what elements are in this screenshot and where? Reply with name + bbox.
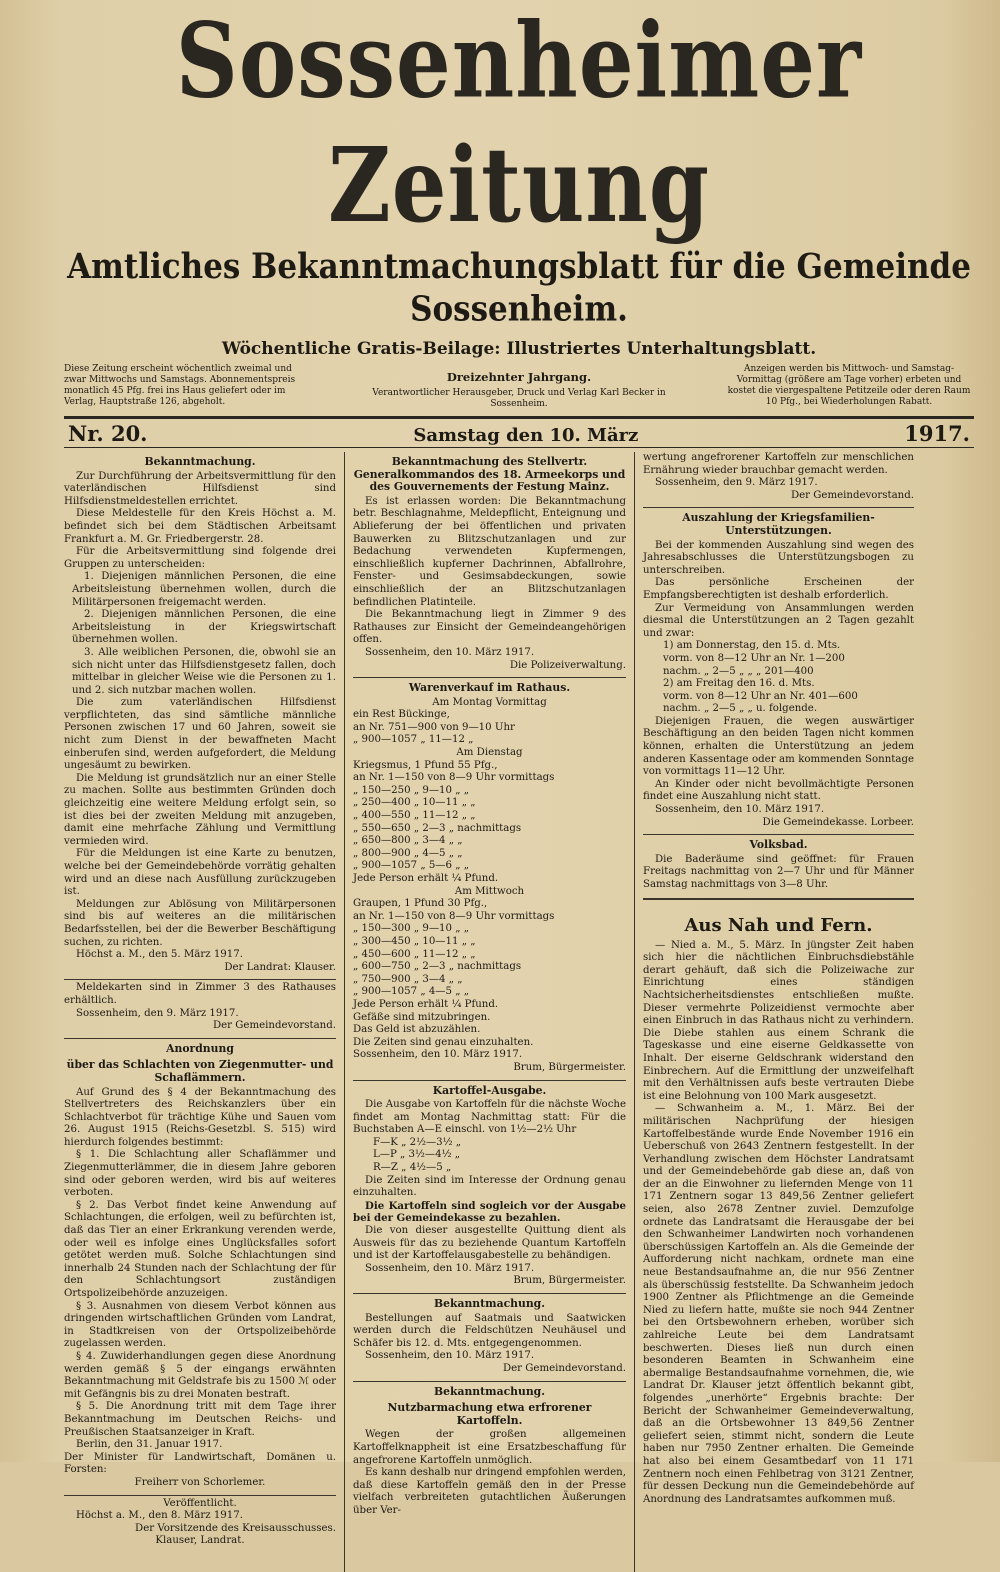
paragraph: Es kann deshalb nur dringend empfohlen werden, daß diese Kartoffeln gemäß den in der Presse vielfach verbreiteten gutachtlichen Äußerungen über Ver- <box>353 1467 626 1516</box>
separator <box>353 1381 626 1382</box>
newspaper-title: Sossenheimer Zeitung <box>175 0 863 247</box>
list-item: „ 650—800 „ 3—4 „ „ <box>353 835 463 847</box>
paragraph: Diejenigen Frauen, die wegen auswärtiger Beschäftigung an den beiden Tagen nicht kommen können, erhalten die Unterstützung an jedem anderen Kassentage oder am kommenden Sonntage von vormittags 11—12 Uhr. <box>643 715 914 778</box>
list-item: an Nr. 1—150 von 8—9 Uhr vormittags <box>353 772 555 784</box>
list-item: „ 600—750 „ 2—3 „ nachmittags <box>353 961 522 973</box>
paragraph: Zur Durchführung der Arbeitsvermittlung für den vaterländischen Hilfsdienst sind Hilfsdienstmeldestellen errichtet. <box>64 470 336 507</box>
list-item: R—Z „ 4½—5 „ <box>373 1162 452 1174</box>
list-item: „ 750—900 „ 3—4 „ „ <box>353 973 463 985</box>
paragraph: — Nied a. M., 5. März. In jüngster Zeit haben sich hier die nächtlichen Einbruchsdiebstähle derart gehäuft, daß sich die Polizeiwache zur Einrichtung eines ständigen Nachtsicherheitsdienstes entschließen mußte. Dieser vermehrte Polizeidienst vermochte aber einen Einbruch in das Rathaus nicht zu verhindern. Die Diebe stahlen aus einem Schrank die Tageskasse und eine eiserne Geldkassette von Inhalt. Der eiserne Geldschrank widerstand den Einbrechern. Auf die Ermittlung der unzweifelhaft mit den Verhältnissen aufs beste vertrauten Diebe ist eine Belohnung von 100 Mark ausgesetzt. <box>643 939 914 1102</box>
column-3 <box>634 452 914 1572</box>
issue-year: 1917. <box>904 421 970 446</box>
list-item: „ 400—550 „ 11—12 „ „ <box>353 810 476 822</box>
article-columns <box>64 452 974 1572</box>
issue-date: Samstag den 10. März <box>413 425 639 446</box>
article-heading: Anordnung <box>166 1041 234 1055</box>
paragraph: Die von dieser ausgestellte Quittung dient als Ausweis für das zu beziehende Quantum Kartoffeln und ist der Kartoffelausgabestelle zu behändigen. <box>353 1225 626 1262</box>
paragraph: Für die Meldungen ist eine Karte zu benutzen, welche bei der Gemeindebehörde vorrätig gehalten wird und an diese nach Ausfüllung zurückzugeben ist. <box>64 848 336 898</box>
paragraph: Die Kartoffeln sind sogleich vor der Ausgabe bei der Gemeindekasse zu bezahlen. <box>353 1199 626 1225</box>
dateline <box>64 416 974 448</box>
paragraph: § 4. Zuwiderhandlungen gegen diese Anordnung werden gemäß § 5 der eingangs erwähnten Bekanntmachung mit Geldstrafe bis zu 1500 ℳ oder mit Gefängnis bis zu drei Monaten bestraft. <box>64 1350 336 1400</box>
signature: Klauser, Landrat. <box>155 1535 245 1547</box>
signature: Der Landrat: Klauser. <box>224 961 336 973</box>
dateline-text: Berlin, den 31. Januar 1917. <box>76 1439 223 1451</box>
paragraph: § 3. Ausnahmen von diesem Verbot können aus dringenden wirtschaftlichen Gründen vom Landrat, in Stadtkreisen von der Ortspolizeibehörde zugelassen werden. <box>64 1300 336 1350</box>
article-heading: Auszahlung der Kriegsfamilien-Unterstützungen. <box>682 511 875 537</box>
masthead-info-row <box>64 364 974 410</box>
list-item: Jede Person erhält ¼ Pfund. <box>353 873 499 884</box>
published-label: Veröffentlicht. <box>163 1497 237 1509</box>
list-item: „ 150—300 „ 9—10 „ „ <box>353 923 470 935</box>
list-item: 3. Alle weiblichen Personen, die, obwohl sie an sich nicht unter das Hilfsdienstgesetz fallen, doch mittelbar in gleicher Weise wie die Personen zu 1. und 2. sich nutzbar machen wollen. <box>72 646 336 696</box>
column-1 <box>64 452 344 1572</box>
list-item: L—P „ 3½—4½ „ <box>373 1149 460 1161</box>
dateline-text: Sossenheim, den 10. März 1917. <box>365 1262 535 1274</box>
list-item: „ 800—900 „ 4—5 „ „ <box>353 847 463 859</box>
list-item: „ 900—1057 „ 5—6 „ „ <box>353 860 470 872</box>
paragraph: Die Baderäume sind geöffnet: für Frauen Freitags nachmittag von 2—7 Uhr und für Männer Samstag nachmittags von 3—8 Uhr. <box>643 853 914 890</box>
paragraph: § 1. Die Schlachtung aller Schaflämmer und Ziegenmutterlämmer, die in diesem Jahre geboren sind oder geboren werden, wird bis auf weiteres verboten. <box>64 1149 336 1199</box>
separator <box>64 1038 336 1039</box>
separator <box>353 1293 626 1294</box>
day-heading: Am Dienstag <box>456 747 523 759</box>
list-item: Die Zeiten sind genau einzuhalten. <box>353 1036 534 1048</box>
list-item: Kriegsmus, 1 Pfund 55 Pfg., <box>353 759 498 771</box>
list-item: Gefäße sind mitzubringen. <box>353 1011 491 1023</box>
paragraph: Wegen der großen allgemeinen Kartoffelknappheit ist eine Ersatzbeschaffung für angefrorene Kartoffeln unmöglich. <box>353 1429 626 1466</box>
paragraph: § 2. Das Verbot findet keine Anwendung auf Schlachtungen, die erfolgen, weil zu befürchten ist, daß das Tier an einer Erkrankung verenden werde, oder weil es infolge eines Unglücksfalles sofort getötet werden muß. Solche Schlachtungen sind innerhalb 24 Stunden nach der Schlachtung der für den Schlachtungsort zuständigen Ortspolizeibehörde anzuzeigen. <box>64 1199 336 1299</box>
article-heading: Bekanntmachung. <box>144 455 256 468</box>
article-heading: Volksbad. <box>749 838 808 852</box>
list-item: 1) am Donnerstag, den 15. d. Mts. <box>663 640 841 652</box>
signature: Freiherr von Schorlemer. <box>134 1476 266 1488</box>
day-heading: Am Mittwoch <box>454 885 525 897</box>
article-heading: Bekanntmachung. <box>433 1297 545 1310</box>
dateline-text: Sossenheim, den 10. März 1917. <box>655 804 825 816</box>
list-item: nachm. „ 2—5 „ „ u. folgende. <box>663 703 818 715</box>
separator <box>353 677 626 678</box>
paragraph: Meldekarten sind in Zimmer 3 des Rathauses erhältlich. <box>64 982 336 1006</box>
article-subheading: über das Schlachten von Ziegenmutter- und Schaflämmern. <box>66 1058 334 1084</box>
publisher-info: Verantwortlicher Herausgeber, Druck und Verlag Karl Becker in Sossenheim. <box>372 388 666 409</box>
day-heading: Am Montag Vormittag <box>432 696 547 708</box>
paragraph: Zur Vermeidung von Ansammlungen werden diesmal die Unterstützungen an 2 Tagen gezahlt und zwar: <box>643 602 914 639</box>
paragraph: Die Ausgabe von Kartoffeln für die nächste Woche findet am Montag Nachmittag statt: Für die Buchstaben A—E einschl. von 1½—2½ Uhr <box>353 1099 626 1136</box>
column-2 <box>344 452 634 1572</box>
advertising-info: Anzeigen werden bis Mittwoch- und Samstag-Vormittag (größere am Tage vorher) erbeten und kostet die viergespaltene Petitzeile oder deren Raum 10 Pfg., bei Wiederholungen Rabatt. <box>727 364 971 407</box>
paragraph: Bestellungen auf Saatmais und Saatwicken werden durch die Feldschützen Neuhäusel und Schäfer bis 12. d. Mts. entgegengenommen. <box>353 1312 626 1349</box>
separator <box>353 1080 626 1081</box>
paragraph: wertung angefrorener Kartoffeln zur menschlichen Ernährung wieder brauchbar gemacht werden. <box>643 452 914 476</box>
masthead-center-info <box>354 364 684 410</box>
list-item: 1. Diejenigen männlichen Personen, die eine Arbeitsleistung übernehmen wollen, durch die Militärpersonen freigemacht werden. <box>72 571 336 608</box>
signature: Der Vorsitzende des Kreisausschusses. <box>135 1522 336 1534</box>
list-item: vorm. von 8—12 Uhr an Nr. 401—600 <box>663 690 858 702</box>
article-heading: Warenverkauf im Rathaus. <box>408 681 571 695</box>
list-item: Graupen, 1 Pfund 30 Pfg., <box>353 898 488 910</box>
dateline-text: Höchst a. M., den 8. März 1917. <box>76 1510 243 1522</box>
article-subheading: Nutzbarmachung etwa erfrorener Kartoffeln. <box>387 1401 592 1427</box>
list-item: an Nr. 1—150 von 8—9 Uhr vormittags <box>353 910 555 922</box>
list-item: Jede Person erhält ¼ Pfund. <box>353 998 499 1010</box>
signature: Brum, Bürgermeister. <box>513 1061 626 1073</box>
signature: Der Gemeindevorstand. <box>212 1020 336 1032</box>
dateline-text: Sossenheim, den 10. März 1917. <box>365 646 535 658</box>
list-item: vorm. von 8—12 Uhr an Nr. 1—200 <box>663 652 845 664</box>
supplement-line: Wöchentliche Gratis-Beilage: Illustriertes Unterhaltungsblatt. <box>221 339 817 359</box>
paragraph: An Kinder oder nicht bevollmächtigte Personen findet eine Auszahlung nicht statt. <box>643 778 914 803</box>
paragraph: Für die Arbeitsvermittlung sind folgende drei Gruppen zu unterscheiden: <box>64 546 336 570</box>
list-item: F—K „ 2½—3½ „ <box>373 1136 462 1148</box>
paragraph: — Schwanheim a. M., 1. März. Bei der militärischen Nachprüfung der hiesigen Kartoffelbestände wurde Ende November 1916 ein Ueberschuß von 2643 Zentnern festgestellt. In der Verhandlung zwischen dem Höchster Landratsamt und der Gemeindebehörde gab diese an, daß von der an die Einwohner zu liefernden Menge von 11 171 Zentnern sogar 13 849,56 Zentner geliefert seien, also 2678 Zentner zuviel. Demzufolge ordnete das Landratsamt die Herausgabe der bei den Schwanheimer Landwirten noch vorhandenen überschüssigen Kartoffeln an. Als die Gemeinde der Aufforderung nicht nachkam, ordnete man eine neue Bestandsaufnahme an, die nur 956 Zentner als überschüssig feststellte. Da Schwanheim jedoch 1900 Zentner als Pflichtmenge an die Gemeinde Nied zu liefern hatte, mußte sie noch 944 Zentner bei den Ortsbewohnern erheben, worüber sich zahlreiche Leute bei dem Landratsamt beschwerten. Dieses ließ nun durch einen besonderen Beamten in Schwanheim eine abermalige Bestandsaufnahme vornehmen, die, wie Landrat Dr. Klauser jetzt öffentlich bekannt gibt, folgendes „unerhörte“ Ergebnis brachte: Der Bericht der Schwanheimer Gemeindeverwaltung, daß an die Ortsbewohner 13 849,56 Zentner geliefert seien, stimmt nicht, sondern die Leute haben nur 7950 Zentner erhalten. Die Gemeinde hat also bei einem Gesamtbedarf von 11 171 Zentnern noch einen Fehlbetrag von 3121 Zentner, für dessen Deckung nun die Gemeindebehörde auf Anordnung des Landratsamtes aufkommen muß. <box>643 1103 914 1505</box>
paragraph: Bei der kommenden Auszahlung sind wegen des Jahresabschlusses die Unterstützungsbogen zu unterschreiben. <box>643 539 914 576</box>
paragraph: Das persönliche Erscheinen der Empfangsberechtigten ist deshalb erforderlich. <box>643 577 914 601</box>
list-item: „ 450—600 „ 11—12 „ „ <box>353 948 476 960</box>
paragraph: Die Meldung ist grundsätzlich nur an einer Stelle zu machen. Sollte aus bestimmten Gründen doch gleichzeitig eine weitere Meldung erfolgt sein, so ist dies bei der zweiten Meldung mit anzugeben, damit eine mehrfache Zählung und Vermittlung vermieden wird. <box>64 772 336 847</box>
signature: Der Minister für Landwirtschaft, Domänen u. Forsten: <box>64 1451 336 1476</box>
signature: Die Gemeindekasse. Lorbeer. <box>762 816 914 828</box>
section-heading: Aus Nah und Fern. <box>684 914 873 936</box>
article-heading: Bekanntmachung. <box>433 1384 545 1398</box>
subscription-info: Diese Zeitung erscheint wöchentlich zweimal und zwar Mittwochs und Samstags. Abonnementspreis monatlich 45 Pfg. frei ins Haus geliefert oder im Verlag, Hauptstraße 126, abgeholt. <box>64 364 296 407</box>
list-item: 2. Diejenigen männlichen Personen, die eine Arbeitsleistung in der Kriegswirtschaft übernehmen wollen. <box>72 609 336 646</box>
paragraph: Es ist erlassen worden: Die Bekanntmachung betr. Beschlagnahme, Meldepflicht, Enteignung und Ablieferung der bei öffentlichen und privaten Bauwerken zu Blitzschutzanlagen und zur Bedachung verwendeten Kupfermengen, einschließlich kupferner Dachrinnen, Abfallrohre, Fenster- und Gesimsabdeckungen, sowie einschließlich der an Blitzschutzanlagen befindlichen Platinteile. <box>353 495 626 608</box>
paragraph: Die Bekanntmachung liegt in Zimmer 9 des Rathauses zur Einsicht der Gemeindeangehörigen offen. <box>353 609 626 646</box>
volume-label: Dreizehnter Jahrgang. <box>446 370 592 384</box>
list-item: ein Rest Bückinge, <box>353 709 450 721</box>
signature: Brum, Bürgermeister. <box>513 1275 626 1287</box>
list-item: Das Geld ist abzuzählen. <box>353 1024 481 1036</box>
paragraph: Auf Grund des § 4 der Bekanntmachung des Stellvertreters des Reichskanzlers über ein Schlachtverbot für trächtige Kühe und Sauen vom 26. August 1915 (Reichs-Gesetzbl. S. 515) wird hierdurch folgendes bestimmt: <box>64 1086 336 1148</box>
list-item: „ 900—1057 „ 4—5 „ „ <box>353 986 470 998</box>
separator <box>643 507 914 508</box>
list-item: „ 250—400 „ 10—11 „ „ <box>353 797 476 809</box>
paragraph: Meldungen zur Ablösung von Militärpersonen sind bis auf weiteres an die militärischen Bedarfsstellen, bei der die Bewerber Beschäftigung suchen, zu richten. <box>64 898 336 948</box>
paragraph: Diese Meldestelle für den Kreis Höchst a. M. befindet sich bei dem Städtischen Arbeitsamt Frankfurt a. M. Gr. Friedbergerstr. 28. <box>64 508 336 545</box>
separator <box>64 1495 336 1496</box>
signature: Der Gemeindevorstand. <box>790 489 914 501</box>
list-item: nachm. „ 2—5 „ „ „ 201—400 <box>663 665 814 677</box>
separator <box>643 834 914 835</box>
dateline-text: Sossenheim, den 9. März 1917. <box>76 1007 239 1019</box>
list-item: an Nr. 751—900 von 9—10 Uhr <box>353 721 515 733</box>
list-item: 2) am Freitag den 16. d. Mts. <box>663 678 815 690</box>
list-item: „ 150—250 „ 9—10 „ „ <box>353 784 470 796</box>
separator <box>64 979 336 980</box>
paragraph: Die zum vaterländischen Hilfsdienst verpflichteten, das sind sämtliche männliche Personen zwischen 17 und 60 Jahren, soweit sie nicht zum Dienst in der bewaffneten Macht einberufen sind, werden aufgefordert, die Meldung ungesäumt zu bewirken. <box>64 697 336 772</box>
article-heading: Kartoffel-Ausgabe. <box>432 1083 547 1097</box>
dateline-text: Sossenheim, den 10. März 1917. <box>365 1350 535 1362</box>
masthead <box>64 0 974 448</box>
issue-number: Nr. 20. <box>68 421 148 446</box>
signature: Die Polizeiverwaltung. <box>509 659 626 671</box>
article-heading: Bekanntmachung des Stellvertr. Generalkommandos des 18. Armeekorps und des Gouvernements der Festung Mainz. <box>353 455 626 494</box>
paragraph: Die Zeiten sind im Interesse der Ordnung genau einzuhalten. <box>353 1174 626 1199</box>
dateline-text: Höchst a. M., den 5. März 1917. <box>76 949 243 961</box>
paragraph: § 5. Die Anordnung tritt mit dem Tage ihrer Bekanntmachung im Deutschen Reichs- und Preußischen Staatsanzeiger in Kraft. <box>64 1401 336 1438</box>
list-item: „ 300—450 „ 10—11 „ „ <box>353 935 476 947</box>
list-item: „ 550—650 „ 2—3 „ nachmittags <box>353 822 522 834</box>
dateline-text: Sossenheim, den 9. März 1917. <box>655 477 818 489</box>
newspaper-subtitle: Amtliches Bekanntmachungsblatt für die Gemeinde Sossenheim. <box>67 246 971 330</box>
signature: Der Gemeindevorstand. <box>502 1362 626 1374</box>
separator <box>643 898 914 900</box>
dateline-text: Sossenheim, den 10. März 1917. <box>353 1049 523 1061</box>
list-item: „ 900—1057 „ 11—12 „ <box>353 734 474 746</box>
